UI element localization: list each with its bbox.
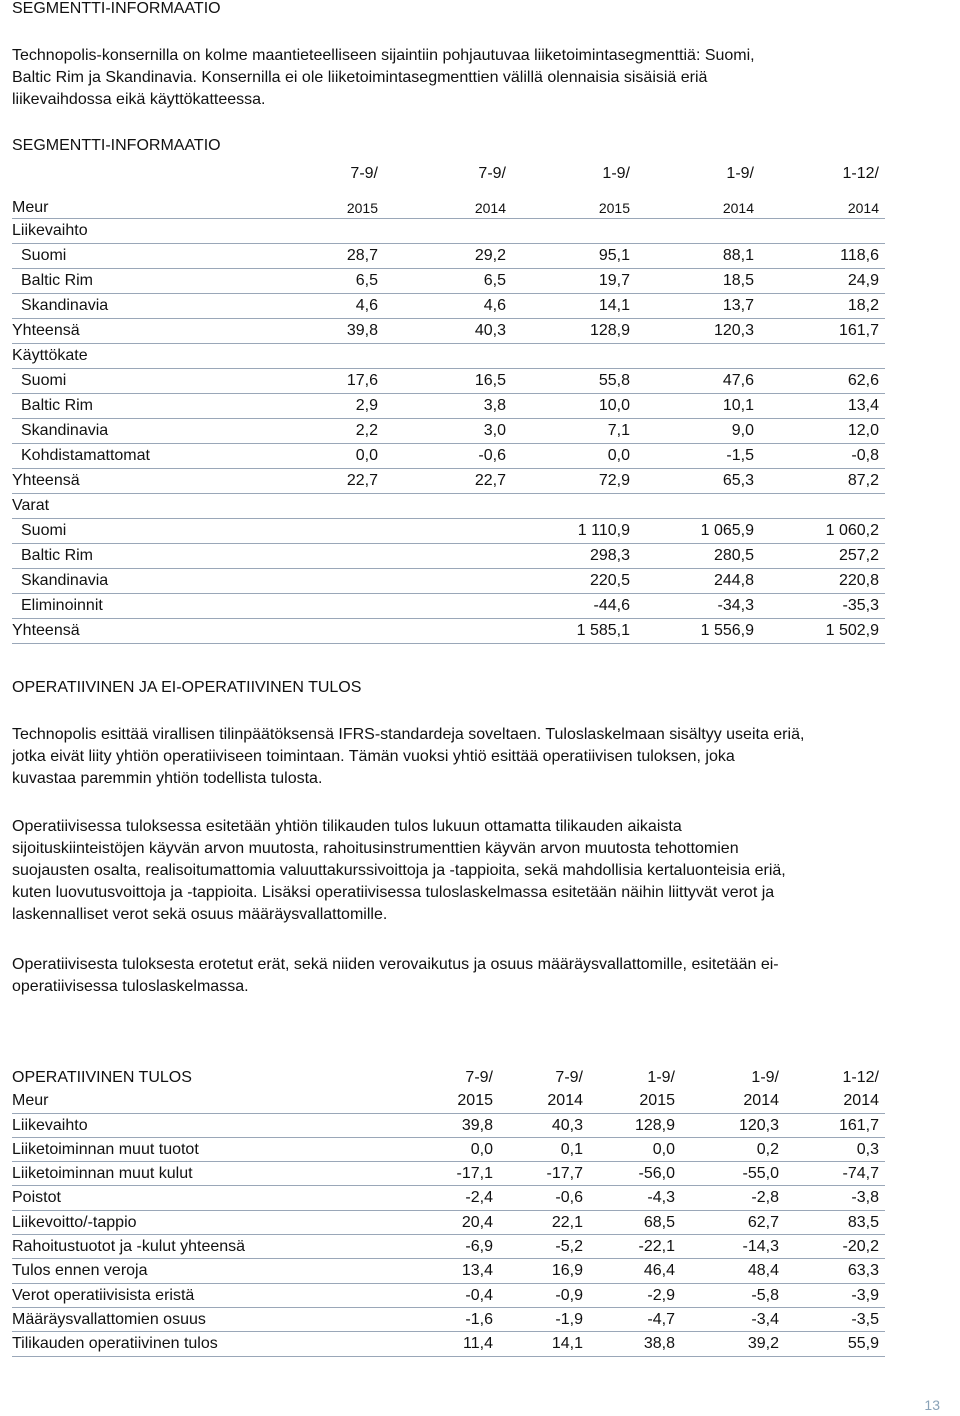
table-row	[12, 269, 885, 294]
table-cell: 63,3	[847, 1262, 879, 1280]
table-cell: 28,7	[346, 247, 378, 264]
table-cell: 9,0	[731, 422, 754, 439]
table-cell: 10,0	[598, 397, 630, 414]
row-label: Rahoitustuotot ja -kulut yhteensä	[12, 1238, 246, 1256]
op-table-body	[12, 1114, 885, 1357]
table-cell: 128,9	[589, 322, 630, 339]
op-period-row	[12, 1066, 885, 1089]
table-cell: 0,2	[756, 1140, 779, 1158]
period-header: 1-9/	[751, 1069, 779, 1086]
table-cell: 22,7	[474, 472, 506, 489]
table-cell: -3,9	[851, 1286, 879, 1304]
intro-paragraph: Technopolis-konsernilla on kolme maantieteelliseen sijaintiin pohjautuvaa liiketoimintasegmenttiä: Suomi, Baltic Rim ja Skandinavia. Konsernilla ei ole liiketoimintasegmenttien välillä olennaisia sisäisiä eriä liikevaihdossa eikä käyttökatteessa.	[12, 47, 755, 108]
table-cell: 220,8	[838, 572, 879, 589]
table-row	[12, 419, 885, 444]
table-cell: -2,9	[647, 1286, 675, 1304]
table-cell: -56,0	[638, 1165, 675, 1183]
table-row	[12, 1259, 885, 1283]
segment-table	[12, 134, 885, 644]
period-header: 1-9/	[602, 165, 630, 182]
row-label: Skandinavia	[21, 297, 109, 314]
table-cell: 95,1	[598, 247, 630, 264]
row-label: Liikevoitto/-tappio	[12, 1213, 137, 1231]
table-cell: -74,7	[842, 1165, 879, 1183]
table-cell: -34,3	[717, 597, 754, 614]
period-header: 1-12/	[842, 165, 879, 182]
row-label: Baltic Rim	[21, 272, 94, 289]
table-cell: -2,4	[465, 1189, 493, 1207]
table-cell: 24,9	[847, 272, 879, 289]
year-header: 2014	[474, 200, 506, 216]
table-cell: 1 060,2	[825, 522, 879, 539]
table-cell: 0,0	[607, 447, 630, 464]
table-cell: 68,5	[643, 1213, 675, 1231]
table-cell: 1 502,9	[825, 622, 879, 639]
period-header: 1-9/	[726, 165, 754, 182]
row-label: Eliminoinnit	[21, 597, 103, 614]
table-cell: -1,6	[465, 1310, 493, 1328]
table-cell: 120,3	[738, 1116, 779, 1134]
paragraph-ifrs: Technopolis esittää virallisen tilinpäätöksensä IFRS-standardeja soveltaen. Tuloslaskelmaan sisältyy useita eriä, jotka eivät liity yhtiön operatiiviseen toimintaan. Tämän vuoksi yhtiö esittää operatiivisen tuloksen, joka kuvastaa paremmin yhtiön todellista tulosta.	[12, 726, 805, 787]
period-header: 7-9/	[555, 1069, 583, 1086]
table-cell: 62,7	[747, 1213, 779, 1231]
table-cell: 65,3	[722, 472, 754, 489]
period-header: 1-9/	[647, 1069, 675, 1086]
table-row	[12, 1114, 885, 1138]
table-row	[12, 444, 885, 469]
table-row	[12, 1235, 885, 1259]
year-header: 2015	[346, 200, 378, 216]
table-cell: 7,1	[607, 422, 630, 439]
table-cell: 20,4	[461, 1213, 493, 1231]
table-cell: 18,2	[847, 297, 879, 314]
table-cell: 128,9	[634, 1116, 675, 1134]
row-label: Varat	[12, 497, 50, 514]
table-cell: 19,7	[598, 272, 630, 289]
table-cell: 40,3	[551, 1116, 583, 1134]
row-label: Käyttökate	[12, 347, 88, 364]
table-cell: 88,1	[722, 247, 754, 264]
row-label: Yhteensä	[12, 622, 80, 639]
table-cell: -0,6	[555, 1189, 583, 1207]
row-label: Kohdistamattomat	[21, 447, 150, 464]
row-label: Suomi	[21, 522, 67, 539]
table-cell: -1,5	[726, 447, 754, 464]
table-cell: 0,0	[355, 447, 378, 464]
row-label: Liiketoiminnan muut tuotot	[12, 1140, 199, 1158]
table-cell: -20,2	[842, 1238, 879, 1256]
row-label: Poistot	[12, 1189, 61, 1207]
table-cell: 47,6	[722, 372, 754, 389]
table-row	[12, 1162, 885, 1186]
paragraph-non-operative: Operatiivisesta tuloksesta erotetut erät, sekä niiden verovaikutus ja osuus määräysvallattomille, esitetään ei- operatiivisessa tuloslaskelmassa.	[12, 956, 779, 995]
segment-table-title: SEGMENTTI-INFORMAATIO	[12, 137, 221, 154]
op-table-title: OPERATIIVINEN TULOS	[12, 1069, 192, 1086]
table-cell: 120,3	[713, 322, 754, 339]
table-cell: 13,4	[847, 397, 879, 414]
row-label: Skandinavia	[21, 572, 109, 589]
row-label: Yhteensä	[12, 322, 80, 339]
table-cell: -5,8	[751, 1286, 779, 1304]
table-cell: -2,8	[751, 1189, 779, 1207]
year-header: 2015	[639, 1092, 675, 1110]
table-row	[12, 319, 885, 344]
row-label: Tilikauden operatiivinen tulos	[12, 1335, 218, 1353]
op-year-row	[12, 1089, 885, 1113]
row-label: Liikevaihto	[12, 222, 88, 239]
table-cell: 1 065,9	[700, 522, 754, 539]
table-cell: 3,0	[483, 422, 506, 439]
table-cell: -5,2	[555, 1238, 583, 1256]
table-cell: -14,3	[742, 1238, 779, 1256]
table-cell: -1,9	[555, 1310, 583, 1328]
table-cell: 0,3	[856, 1140, 879, 1158]
table-cell: 0,0	[652, 1140, 675, 1158]
table-cell: -22,1	[638, 1238, 675, 1256]
table-cell: 87,2	[847, 472, 879, 489]
table-cell: 2,9	[355, 397, 378, 414]
table-cell: 14,1	[598, 297, 630, 314]
segment-year-row	[12, 190, 885, 219]
table-row	[12, 219, 885, 244]
period-header: 7-9/	[478, 165, 506, 182]
table-cell: -3,5	[851, 1310, 879, 1328]
table-row	[12, 344, 885, 369]
table-row	[12, 1138, 885, 1162]
segment-table-title-row	[12, 134, 885, 162]
table-cell: 118,6	[840, 247, 879, 264]
table-cell: 14,1	[551, 1335, 583, 1353]
table-cell: 16,5	[474, 372, 506, 389]
year-header: 2014	[843, 1092, 879, 1110]
unit-label: Meur	[12, 199, 49, 216]
table-cell: 55,8	[598, 372, 630, 389]
period-header: 7-9/	[350, 165, 378, 182]
table-cell: 48,4	[747, 1262, 779, 1280]
table-cell: -0,9	[555, 1286, 583, 1304]
unit-label: Meur	[12, 1092, 49, 1110]
table-row	[12, 369, 885, 394]
table-cell: 13,7	[722, 297, 754, 314]
table-cell: 4,6	[355, 297, 378, 314]
table-cell: -4,3	[647, 1189, 675, 1207]
table-cell: 0,0	[470, 1140, 493, 1158]
table-cell: -0,4	[465, 1286, 493, 1304]
table-cell: 38,8	[643, 1335, 675, 1353]
table-cell: 13,4	[461, 1262, 493, 1280]
row-label: Tulos ennen veroja	[12, 1262, 148, 1280]
row-label: Liikevaihto	[12, 1116, 88, 1134]
table-cell: 1 585,1	[576, 622, 630, 639]
row-label: Liiketoiminnan muut kulut	[12, 1165, 193, 1183]
table-row	[12, 294, 885, 319]
table-cell: 1 110,9	[577, 522, 630, 539]
table-cell: -55,0	[742, 1165, 779, 1183]
table-cell: 2,2	[355, 422, 378, 439]
year-header: 2014	[547, 1092, 583, 1110]
year-header: 2014	[722, 200, 754, 216]
table-row	[12, 469, 885, 494]
table-cell: 29,2	[474, 247, 506, 264]
table-cell: 4,6	[483, 297, 506, 314]
table-row	[12, 594, 885, 619]
table-cell: 244,8	[713, 572, 754, 589]
row-label: Määräysvallattomien osuus	[12, 1310, 206, 1328]
table-cell: 161,7	[838, 1116, 879, 1134]
table-row	[12, 1186, 885, 1210]
page-top-heading: SEGMENTTI-INFORMAATIO	[12, 0, 221, 17]
table-cell: 22,1	[551, 1213, 583, 1231]
table-cell: 3,8	[483, 397, 506, 414]
table-cell: -3,8	[851, 1189, 879, 1207]
table-cell: 10,1	[722, 397, 754, 414]
segment-table-body	[12, 219, 885, 644]
table-row	[12, 1308, 885, 1332]
table-cell: -6,9	[465, 1238, 493, 1256]
row-label: Baltic Rim	[21, 547, 94, 564]
table-cell: 220,5	[589, 572, 630, 589]
table-row	[12, 1211, 885, 1235]
table-cell: 40,3	[474, 322, 506, 339]
row-label: Suomi	[21, 372, 67, 389]
period-header: 1-12/	[842, 1069, 879, 1086]
year-header: 2014	[847, 200, 879, 216]
table-cell: -17,7	[546, 1165, 583, 1183]
paragraph-operative-definition: Operatiivisessa tuloksessa esitetään yhtiön tilikauden tulos lukuun ottamatta tilikauden aikaista sijoituskiinteistöjen käyvän arvon muutosta, rahoitusinstrumenttien käyvän arvon muutosta tehottomien suojausten osalta, realisoitumattomia valuuttakurssivoittoja ja -tappioita, sekä mahdollisia kertaluonteisia eriä, kuten luovutusvoittoja ja -tappioita. Lisäksi operatiivisessa tuloslaskelmassa esitetään näihin liittyvät verot ja laskennalliset verot sekä osuus määräysvallattomille.	[12, 818, 786, 923]
table-cell: 16,9	[551, 1262, 583, 1280]
table-cell: 39,2	[747, 1335, 779, 1353]
table-cell: -3,4	[751, 1310, 779, 1328]
table-cell: 298,3	[589, 547, 630, 564]
operative-section-heading: OPERATIIVINEN JA EI-OPERATIIVINEN TULOS	[12, 679, 362, 696]
table-cell: 18,5	[722, 272, 754, 289]
table-cell: -35,3	[842, 597, 879, 614]
table-cell: 0,1	[560, 1140, 583, 1158]
table-row	[12, 619, 885, 644]
table-cell: -0,8	[851, 447, 879, 464]
table-cell: 17,6	[346, 372, 378, 389]
table-cell: 6,5	[483, 272, 506, 289]
table-cell: -44,6	[593, 597, 630, 614]
table-cell: -0,6	[478, 447, 506, 464]
table-row	[12, 394, 885, 419]
table-cell: 280,5	[713, 547, 754, 564]
table-cell: 72,9	[598, 472, 630, 489]
table-cell: 12,0	[847, 422, 879, 439]
table-row	[12, 544, 885, 569]
table-cell: 161,7	[838, 322, 879, 339]
row-label: Verot operatiivisista eristä	[12, 1286, 195, 1304]
table-cell: 39,8	[461, 1116, 493, 1134]
table-row	[12, 494, 885, 519]
segment-period-row	[12, 162, 885, 190]
table-cell: 55,9	[847, 1335, 879, 1353]
operative-result-table	[12, 1066, 885, 1357]
table-row	[12, 519, 885, 544]
table-cell: -17,1	[456, 1165, 493, 1183]
table-row	[12, 244, 885, 269]
row-label: Yhteensä	[12, 472, 80, 489]
table-cell: 257,2	[838, 547, 879, 564]
year-header: 2014	[743, 1092, 779, 1110]
table-cell: 39,8	[346, 322, 378, 339]
table-row	[12, 1284, 885, 1308]
period-header: 7-9/	[465, 1069, 493, 1086]
table-cell: 62,6	[847, 372, 879, 389]
row-label: Skandinavia	[21, 422, 109, 439]
year-header: 2015	[457, 1092, 493, 1110]
page-number: 13	[924, 1397, 940, 1413]
table-row	[12, 1332, 885, 1356]
row-label: Baltic Rim	[21, 397, 94, 414]
table-row	[12, 569, 885, 594]
row-label: Suomi	[21, 247, 67, 264]
table-cell: 6,5	[355, 272, 378, 289]
table-cell: 11,4	[463, 1335, 493, 1353]
year-header: 2015	[598, 200, 630, 216]
table-cell: 1 556,9	[700, 622, 754, 639]
table-cell: -4,7	[647, 1310, 675, 1328]
table-cell: 22,7	[346, 472, 378, 489]
table-cell: 46,4	[643, 1262, 675, 1280]
table-cell: 83,5	[847, 1213, 879, 1231]
